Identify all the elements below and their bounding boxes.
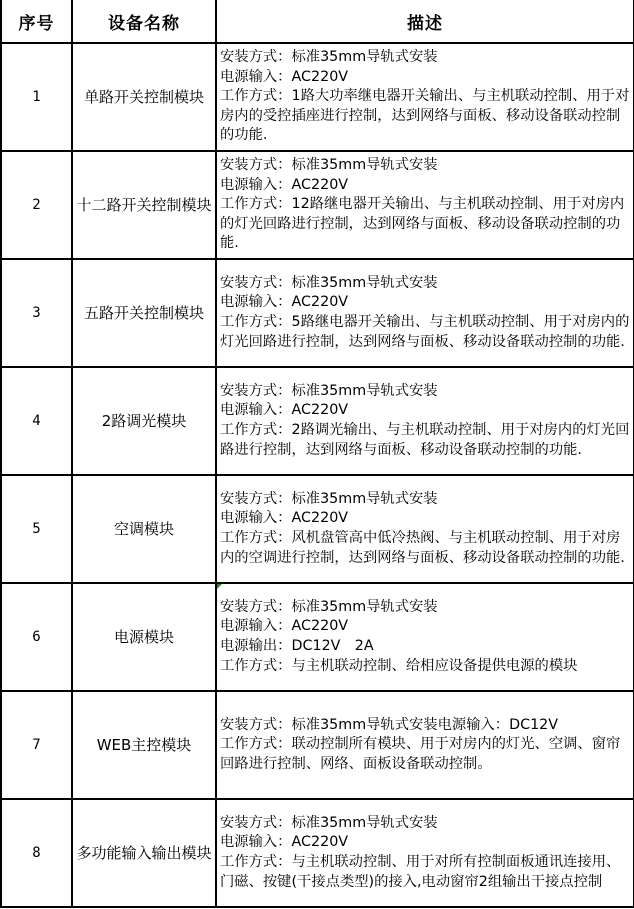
device-name-cell[interactable]: 五路开关控制模块 [72, 259, 216, 367]
description-cell[interactable] [216, 475, 634, 583]
table-row [1, 691, 634, 799]
description-cell[interactable] [216, 151, 634, 259]
power-input-line: 电源输入：AC220V [220, 68, 349, 85]
description-cell[interactable] [216, 799, 634, 907]
index-cell[interactable]: 3 [1, 259, 72, 367]
device-name-cell[interactable]: 单路开关控制模块 [72, 43, 216, 151]
table-row [1, 367, 634, 475]
cell-comment-marker-icon[interactable] [217, 584, 222, 589]
install-and-power-line: 安装方式：标准35mm导轨式安装电源输入：DC12V [220, 716, 559, 733]
work-mode-line: 工作方式：风机盘管高中低冷热阀、与主机联动控制、用于对房内的空调进行控制，达到网络与面板、移动设备联动控制的功能. [220, 530, 625, 566]
work-mode-line: 工作方式：12路继电器开关输出、与主机联动控制、用于对房内的灯光回路进行控制，达到网络与面板、移动设备联动控制的功能. [220, 196, 625, 252]
table-row [1, 583, 634, 691]
install-method-line: 安装方式：标准35mm导轨式安装 [220, 157, 438, 174]
work-mode-line: 工作方式：5路继电器开关输出、与主机联动控制、用于对房内的灯光回路进行控制，达到网络与面板、移动设备联动控制的功能. [220, 314, 630, 350]
device-name-cell[interactable]: 2路调光模块 [72, 367, 216, 475]
table-row [1, 43, 634, 151]
install-method-line: 安装方式：标准35mm导轨式安装 [220, 49, 438, 66]
work-mode-line: 工作方式：与主机联动控制、用于对所有控制面板通讯连接用、门磁、按键(干接点类型)的接入,电动窗帘2组输出干接点控制 [220, 854, 621, 890]
device-name-cell[interactable]: 十二路开关控制模块 [72, 151, 216, 259]
index-cell[interactable]: 2 [1, 151, 72, 259]
device-name-cell[interactable]: 空调模块 [72, 475, 216, 583]
index-cell[interactable]: 6 [1, 583, 72, 691]
description-cell[interactable] [216, 43, 634, 151]
header-device-name[interactable]: 设备名称 [72, 0, 216, 43]
index-cell[interactable]: 5 [1, 475, 72, 583]
table-row [1, 151, 634, 259]
device-name-cell[interactable]: WEB主控模块 [72, 691, 216, 799]
work-mode-line: 工作方式：2路调光输出、与主机联动控制、用于对房内的灯光回路进行控制，达到网络与面板、移动设备联动控制的功能. [220, 422, 630, 458]
power-input-line: 电源输入：AC220V [220, 618, 349, 635]
power-input-line: 电源输入：AC220V [220, 834, 349, 851]
index-cell[interactable]: 8 [1, 799, 72, 907]
header-row [1, 0, 634, 43]
power-input-line: 电源输入：AC220V [220, 176, 349, 193]
install-method-line: 安装方式：标准35mm导轨式安装 [220, 382, 438, 399]
work-mode-line: 工作方式：1路大功率继电器开关输出、与主机联动控制、用于对房内的受控插座进行控制，达到网络与面板、移动设备联动控制的功能. [220, 88, 630, 144]
header-index[interactable]: 序号 [1, 0, 72, 43]
work-mode-line: 工作方式：联动控制所有模块、用于对房内的灯光、空调、窗帘回路进行控制、网络、面板设备联动控制。 [220, 736, 621, 772]
index-cell[interactable]: 4 [1, 367, 72, 475]
description-cell[interactable] [216, 259, 634, 367]
description-cell[interactable] [216, 583, 634, 691]
device-name-cell[interactable]: 多功能输入输出模块 [72, 799, 216, 907]
work-mode-line: 工作方式：与主机联动控制、给相应设备提供电源的模块 [220, 657, 578, 674]
table-row [1, 259, 634, 367]
index-cell[interactable]: 7 [1, 691, 72, 799]
power-output-line: 电源输出：DC12V 2A [220, 638, 374, 654]
table-row [1, 799, 634, 907]
install-method-line: 安装方式：标准35mm导轨式安装 [220, 274, 438, 291]
description-cell[interactable] [216, 691, 634, 799]
power-input-line: 电源输入：AC220V [220, 510, 349, 527]
table-row [1, 475, 634, 583]
install-method-line: 安装方式：标准35mm导轨式安装 [220, 814, 438, 831]
power-input-line: 电源输入：AC220V [220, 402, 349, 419]
install-method-line: 安装方式：标准35mm导轨式安装 [220, 598, 438, 615]
install-method-line: 安装方式：标准35mm导轨式安装 [220, 490, 438, 507]
header-description[interactable]: 描述 [216, 0, 634, 43]
index-cell[interactable]: 1 [1, 43, 72, 151]
power-input-line: 电源输入：AC220V [220, 294, 349, 311]
device-name-cell[interactable]: 电源模块 [72, 583, 216, 691]
description-cell[interactable] [216, 367, 634, 475]
